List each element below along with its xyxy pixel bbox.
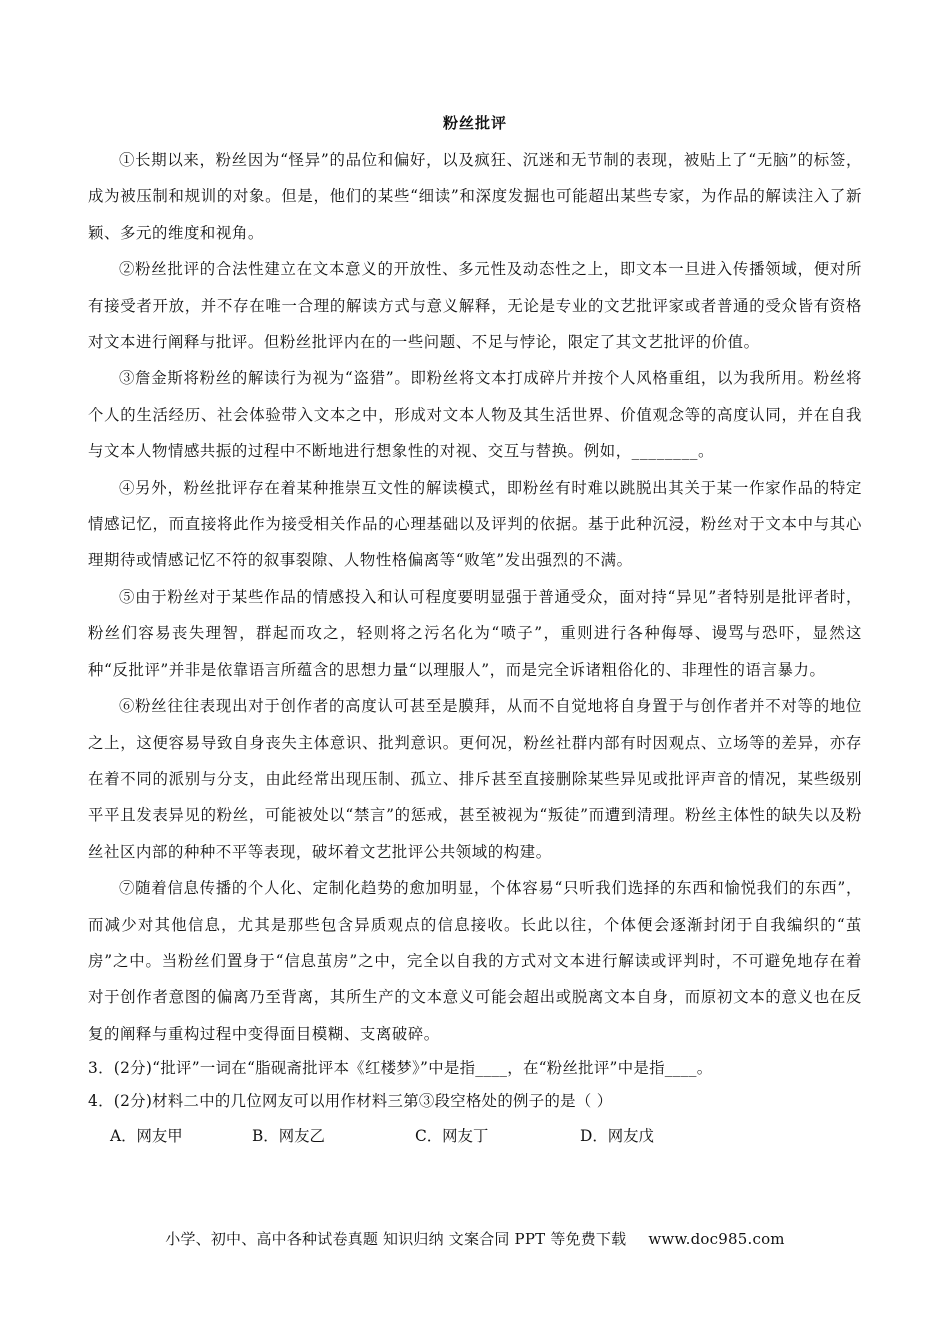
page-footer: [0, 1228, 950, 1249]
option-b: B．网友乙: [252, 1127, 325, 1146]
article-title: 粉丝批评: [442, 114, 507, 132]
footer-url: www.doc985.com: [648, 1230, 785, 1248]
paragraph-5: ⑤由于粉丝对于某些作品的情感投入和认可程度要明显强于普通受众，面对持“异见”者特别是批评者时，粉丝们容易丧失理智，群起而攻之，轻则将之污名化为“喷子”，重则进行各种侮辱、谩骂与恐吓，显然这种“反批评”并非是依靠语言所蕴含的思想力量“以理服人”，而是完全诉诸粗俗化的、非理性的语言暴力。: [88, 587, 862, 679]
document-page: [88, 112, 862, 1154]
paragraph-4: ④另外，粉丝批评存在着某种推崇互文性的解读模式，即粉丝有时难以跳脱出其关于某一作家作品的特定情感记忆，而直接将此作为接受相关作品的心理基础以及评判的依据。基于此种沉浸，粉丝对于文本中与其心理期待或情感记忆不符的叙事裂隙、人物性格偏离等“败笔”发出强烈的不满。: [88, 478, 862, 570]
question-4: 4．(2分)材料二中的几位网友可以用作材料三第③段空格处的例子的是（ ）: [88, 1092, 613, 1111]
option-a: A．网友甲: [110, 1127, 183, 1146]
paragraph-1: ①长期以来，粉丝因为“怪异”的品位和偏好，以及疯狂、沉迷和无节制的表现，被贴上了“无脑”的标签，成为被压制和规训的对象。但是，他们的某些“细读”和深度发掘也可能超出某些专家，为作品的解读注入了新颖、多元的维度和视角。: [88, 151, 862, 242]
option-c: C．网友丁: [415, 1127, 489, 1146]
paragraph-7: ⑦随着信息传播的个人化、定制化趋势的愈加明显，个体容易“只听我们选择的东西和愉悦我们的东西”，而减少对其他信息，尤其是那些包含异质观点的信息接收。长此以往，个体便会逐渐封闭于自我编织的“茧房”之中。当粉丝们置身于“信息茧房”之中，完全以自我的方式对文本进行解读或评判时，不可避免地存在着对于创作者意图的偏离乃至背离，其所生产的文本意义可能会超出或脱离文本自身，而原初文本的意义也在反复的阐释与重构过程中变得面目模糊、支离破碎。: [88, 879, 862, 1043]
footer-text: 小学、初中、高中各种试卷真题 知识归纳 文案合同 PPT 等免费下载: [165, 1230, 627, 1248]
question-3: 3．(2分)“批评”一词在“脂砚斋批评本《红楼梦》”中是指____，在“粉丝批评”中是指____。: [88, 1059, 713, 1078]
question-4-options: [88, 1118, 862, 1154]
paragraph-3: ③詹金斯将粉丝的解读行为视为“盗猎”。即粉丝将文本打成碎片并按个人风格重组，以为我所用。粉丝将个人的生活经历、社会体验带入文本之中，形成对文本人物及其生活世界、价值观念等的高度认同，并在自我与文本人物情感共振的过程中不断地进行想象性的对视、交互与替换。例如，________。: [88, 369, 862, 461]
option-d: D．网友戊: [580, 1127, 654, 1146]
paragraph-2: ②粉丝批评的合法性建立在文本意义的开放性、多元性及动态性之上，即文本一旦进入传播领域，便对所有接受者开放，并不存在唯一合理的解读方式与意义解释，无论是专业的文艺批评家或者普通的受众皆有资格对文本进行阐释与批评。但粉丝批评内在的一些问题、不足与悖论，限定了其文艺批评的价值。: [88, 260, 862, 352]
paragraph-6: ⑥粉丝往往表现出对于创作者的高度认可甚至是膜拜，从而不自觉地将自身置于与创作者并不对等的地位之上，这便容易导致自身丧失主体意识、批判意识。更何况，粉丝社群内部有时因观点、立场等的差异，亦存在着不同的派别与分支，由此经常出现压制、孤立、排斥甚至直接删除某些异见或批评声音的情况，某些级别平平且发表异见的粉丝，可能被处以“禁言”的惩戒，甚至被视为“叛徒”而遭到清理。粉丝主体性的缺失以及粉丝社区内部的种种不平等表现，破坏着文艺批评公共领域的构建。: [88, 697, 862, 861]
